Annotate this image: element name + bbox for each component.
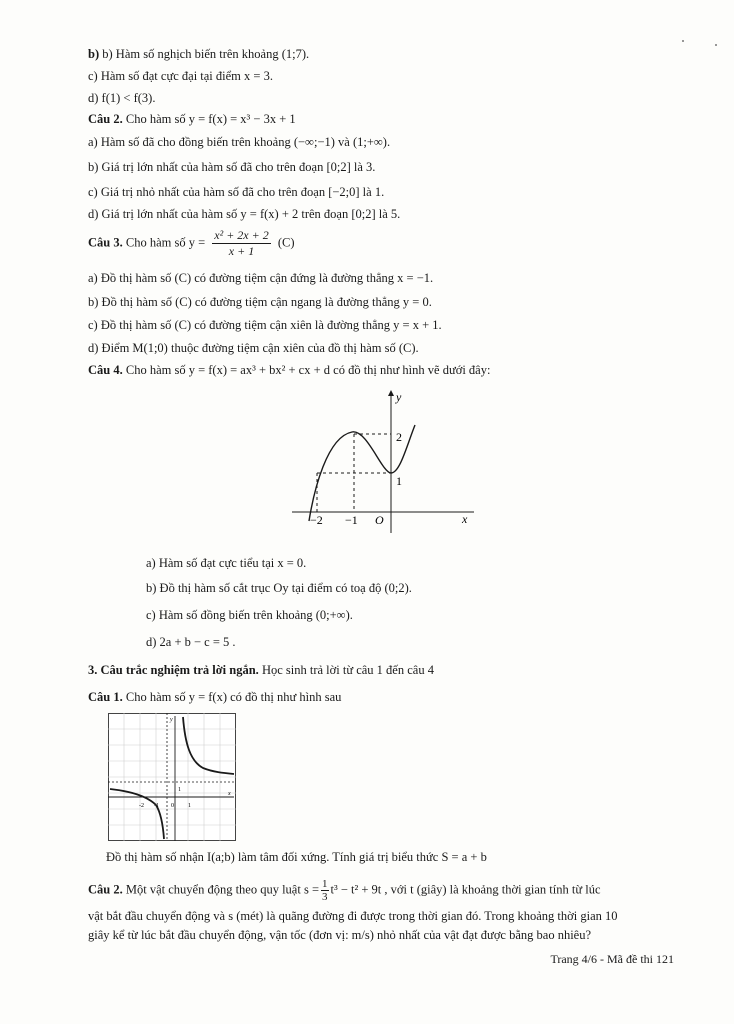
q3-option-a: a) Đồ thị hàm số (C) có đường tiệm cận đứng là đường thẳng x = −1.	[88, 271, 434, 285]
q2-option-b: b) Giá trị lớn nhất của hàm số đã cho trên đoạn [0;2] là 3.	[88, 160, 376, 174]
q3-stem: Câu 3. Cho hàm số y = $\frac{\text{x² + 2x + 2}}{x + 1}$ (C)	[88, 228, 295, 258]
sq1-tick-x1: 1	[188, 803, 191, 809]
sq1-y-axis-label: y	[170, 717, 173, 723]
sq1-origin-label: 0	[171, 803, 174, 809]
sq2-line-3: giây kể từ lúc bắt đầu chuyển động, vận tốc (đơn vị: m/s) nhỏ nhất của vật đạt được bằng bao nhiêu?	[88, 928, 592, 942]
q4-tick-neg2: −2	[310, 513, 323, 527]
sq1-tick-y1: 1	[178, 787, 181, 793]
sq1-question: Đồ thị hàm số nhận I(a;b) làm tâm đối xứng. Tính giá trị biểu thức S = a + b	[106, 850, 487, 864]
q1-option-b: b) b) Hàm số nghịch biến trên khoảng (1;7).	[88, 47, 310, 61]
q4-option-a: a) Hàm số đạt cực tiểu tại x = 0.	[146, 556, 307, 570]
sq1-tick-neg1: -1	[154, 803, 159, 809]
q2-option-d: d) Giá trị lớn nhất của hàm số y = f(x) + 2 trên đoạn [0;2] là 5.	[88, 207, 401, 221]
q4-y-axis-label: y	[396, 390, 402, 404]
q4-option-d: d) 2a + b − c = 5 .	[146, 635, 236, 649]
sq1-stem: Câu 1. Cho hàm số y = f(x) có đồ thị như hình sau	[88, 690, 342, 704]
q4-origin-label: O	[375, 513, 384, 527]
sq2-fraction: $\frac{1}{3}$	[322, 878, 328, 903]
sq1-x-axis-label: x	[228, 791, 231, 797]
q4-tick-1: 1	[396, 474, 402, 488]
q1-option-d: d) f(1) < f(3).	[88, 91, 156, 105]
scan-speck	[715, 44, 717, 46]
sq1-tick-neg2: -2	[139, 803, 144, 809]
q3-option-c: c) Đồ thị hàm số (C) có đường tiệm cận xiên là đường thẳng y = x + 1.	[88, 318, 442, 332]
scan-speck	[682, 40, 684, 42]
page-footer: Trang 4/6 - Mã đề thi 121	[550, 952, 674, 966]
q3-option-b: b) Đồ thị hàm số (C) có đường tiệm cận ngang là đường thẳng y = 0.	[88, 295, 432, 309]
q4-option-b: b) Đồ thị hàm số cắt trục Oy tại điểm có toạ độ (0;2).	[146, 581, 412, 595]
section3-heading: 3. Câu trắc nghiệm trả lời ngắn. Học sinh trả lời từ câu 1 đến câu 4	[88, 663, 434, 677]
q4-stem: Câu 4. Cho hàm số y = f(x) = ax³ + bx² + cx + d có đồ thị như hình vẽ dưới đây:	[88, 363, 491, 377]
q3-option-d: d) Điểm M(1;0) thuộc đường tiệm cận xiên của đồ thị hàm số (C).	[88, 341, 419, 355]
q3-fraction: $\frac{\text{x² + 2x + 2}}{x + 1}$	[214, 228, 269, 258]
q2-stem: Câu 2. Cho hàm số y = f(x) = x³ − 3x + 1	[88, 112, 296, 126]
q4-cubic-graph	[292, 385, 482, 535]
q1-option-c: c) Hàm số đạt cực đại tại điểm x = 3.	[88, 69, 273, 83]
q2-option-c: c) Giá trị nhỏ nhất của hàm số đã cho trên đoạn [−2;0] là 1.	[88, 185, 385, 199]
q2-option-a: a) Hàm số đã cho đồng biến trên khoảng (−∞;−1) và (1;+∞).	[88, 135, 391, 149]
sq2-stem: Câu 2. Một vật chuyển động theo quy luật s = $\frac{1}{3}$ t³ − t² + 9t , với t (giây) là khoảng thời gian tính từ lúc	[88, 878, 601, 903]
sq1-hyperbola-graph	[108, 713, 236, 841]
q4-tick-neg1: −1	[345, 513, 358, 527]
q4-option-c: c) Hàm số đồng biến trên khoảng (0;+∞).	[146, 608, 353, 622]
q4-tick-2: 2	[396, 430, 402, 444]
q4-x-axis-label: x	[462, 512, 468, 526]
sq2-line-2: vật bắt đầu chuyển động và s (mét) là quãng đường đi được trong thời gian đó. Trong khoảng thời gian 10	[88, 909, 618, 923]
